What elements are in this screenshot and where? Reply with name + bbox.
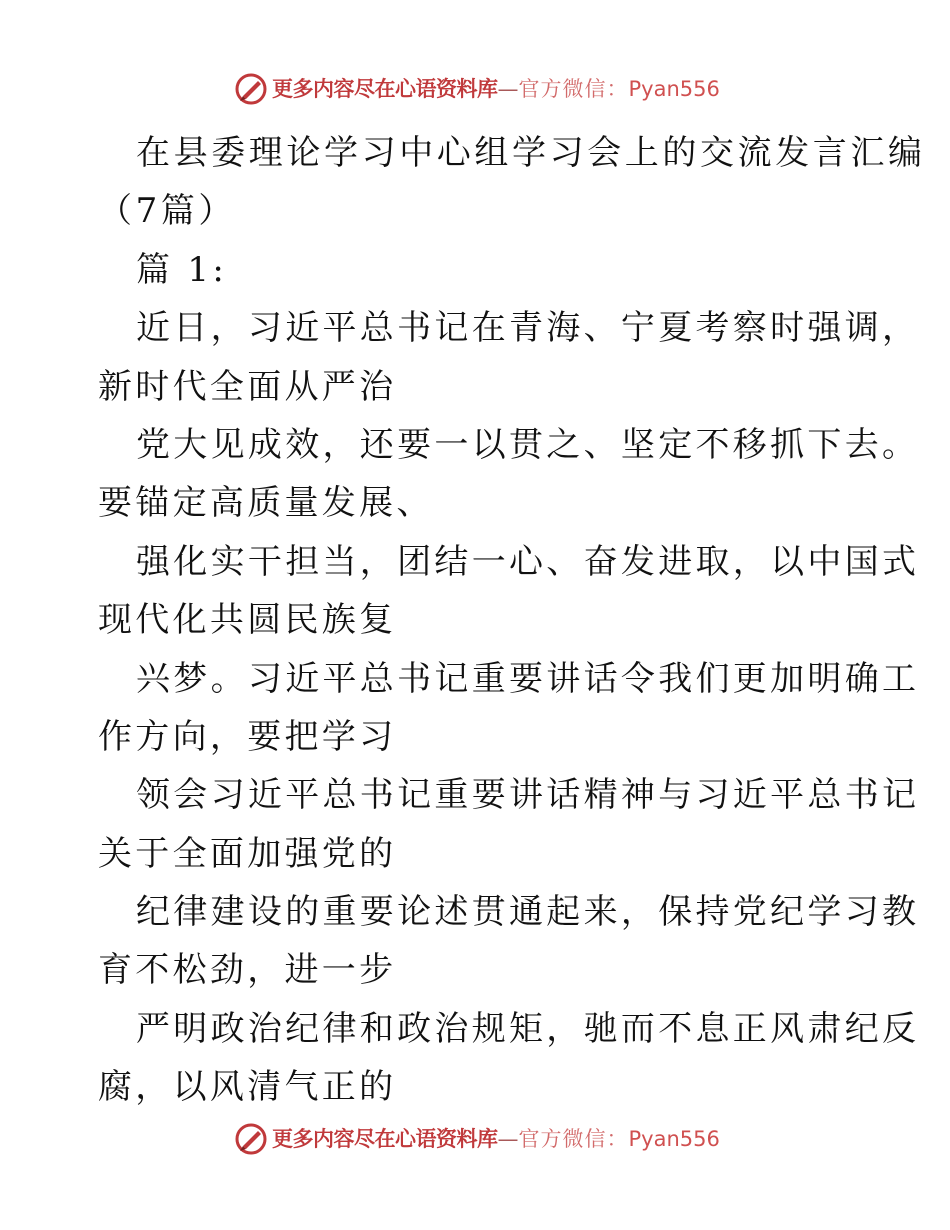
document-title-line-1: 在县委理论学习中心组学习会上的交流发言汇编 [136, 133, 926, 173]
paragraph-line: 育不松劲，进一步 [98, 950, 397, 991]
banner-text [272, 1126, 720, 1152]
paragraph-line: 领会习近平总书记重要讲话精神与习近平总书记 [136, 775, 920, 816]
section-heading: 篇 1: [136, 249, 228, 290]
banner-red-text: 更多内容尽在心语资料库 [272, 1127, 498, 1151]
banner-dash: — [497, 77, 519, 101]
paragraph-line: 新时代全面从严治 [98, 366, 397, 407]
banner-official-label: 官方微信： [518, 77, 629, 101]
paragraph-line: 严明政治纪律和政治规矩，驰而不息正风肃纪反 [136, 1008, 920, 1049]
paragraph-line: 关于全面加强党的 [98, 833, 397, 874]
paragraph-line: 纪律建设的重要论述贯通起来，保持党纪学习教 [136, 892, 920, 933]
footer-banner [0, 1120, 950, 1160]
paragraph-line: 党大见成效，还要一以贯之、坚定不移抓下去。 [136, 424, 920, 465]
paragraph-line: 要锚定高质量发展、 [98, 483, 434, 524]
paragraph-line: 强化实干担当，团结一心、奋发进取，以中国式 [136, 541, 920, 582]
paragraph-line: 兴梦。习近平总书记重要讲话令我们更加明确工 [136, 658, 920, 699]
document-body [98, 124, 926, 1117]
paragraph-line: 现代化共圆民族复 [98, 600, 397, 641]
banner-wechat-id: Pyan556 [628, 1127, 720, 1151]
header-banner [0, 70, 950, 110]
paragraph-line: 近日，习近平总书记在青海、宁夏考察时强调， [136, 308, 920, 349]
banner-text [272, 76, 720, 102]
pen-circle-logo-icon [234, 72, 268, 106]
banner-dash: — [497, 1127, 519, 1151]
paragraph-line: 作方向，要把学习 [98, 716, 397, 757]
document-title-line-2: （7篇） [98, 191, 237, 232]
banner-wechat-id: Pyan556 [628, 77, 720, 101]
banner-red-text: 更多内容尽在心语资料库 [272, 77, 498, 101]
pen-circle-logo-icon [234, 1122, 268, 1156]
paragraph-line: 腐，以风清气正的 [98, 1067, 397, 1108]
banner-official-label: 官方微信： [518, 1127, 629, 1151]
